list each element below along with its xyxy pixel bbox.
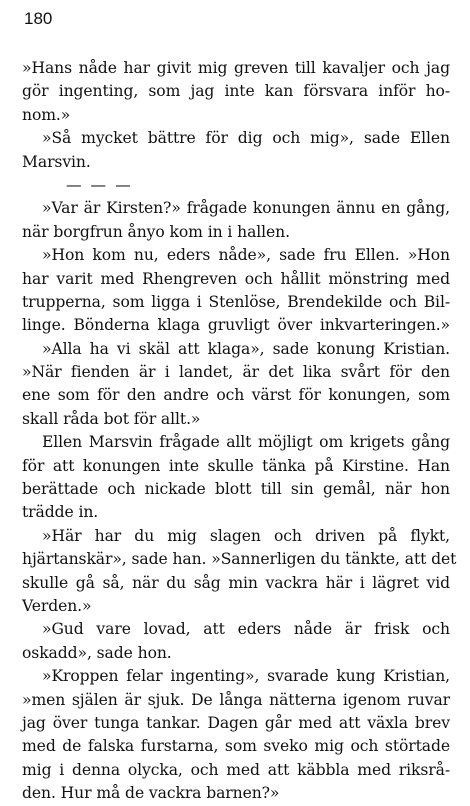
text-line: gör ingenting, som jag inte kan försvara inför ho- <box>22 82 450 101</box>
text-line: skall råda bot för allt.» <box>22 409 201 428</box>
text-line: »Så mycket bättre för dig och mig», sade Ellen <box>42 129 450 148</box>
text-line: »Alla ha vi skäl att klaga», sade konung Kristian. <box>42 339 450 358</box>
text-line: linge. Bönderna klaga gruvligt över inkvarteringen.» <box>22 316 450 335</box>
text-line: den. Hur må de vackra barnen?» <box>22 784 280 803</box>
text-line: mig i denna olycka, och med att käbbla med riksrå- <box>22 760 450 779</box>
text-line: med de falska furstarna, som sveko mig och störtade <box>22 737 450 756</box>
text-line: »Hans nåde har givit mig greven till kavaljer och jag <box>22 59 450 77</box>
text-line: ene som för den andre och värst för konungen, som <box>22 386 450 405</box>
text-line: »Var är Kirsten?» frågade konungen ännu en gång, <box>42 199 450 218</box>
text-line: trupperna, som ligga i Stenlöse, Brendekilde och Bil- <box>22 292 450 311</box>
text-line: berättade och nickade blott till sin gemål, när hon <box>22 480 450 499</box>
text-line: »Gud vare lovad, att eders nåde är frisk och <box>42 620 450 639</box>
text-line: för att konungen inte skulle tänka på Kirstine. Han <box>22 456 450 475</box>
text-line: oskadd», sade hon. <box>22 643 172 662</box>
text-line: Ellen Marsvin frågade allt möjligt om krigets gång <box>42 433 450 452</box>
text-line: »När fienden är i landet, är det lika svårt för den <box>22 363 450 382</box>
text-line: »Här har du mig slagen och driven på flykt, <box>42 526 450 545</box>
text-line: »Kroppen felar ingenting», svarade kung Kristian, <box>42 667 450 686</box>
text-line: Marsvin. <box>22 152 91 171</box>
text-line: Verden.» <box>22 596 92 615</box>
page-number: 180 <box>24 9 53 28</box>
text-line: jag över tunga tankar. Dagen går med att växla brev <box>22 713 450 732</box>
text-line: »men själen är sjuk. De långa nätterna igenom ruvar <box>22 690 450 709</box>
section-separator: — — — <box>66 175 133 194</box>
text-line: hjärtanskär», sade han. »Sannerligen du tänkte, att det <box>22 550 457 569</box>
text-line: när borgfrun ånyo kom in i hallen. <box>22 222 290 241</box>
page-text <box>22 57 457 806</box>
text-line: »Hon kom nu, eders nåde», sade fru Ellen. »Hon <box>42 246 450 265</box>
text-line: har varit med Rhengreven och hållit mönstring med <box>22 269 450 288</box>
text-line: trädde in. <box>22 503 99 522</box>
text-line: skulle gå så, när du såg min vackra här i lägret vid <box>22 573 450 592</box>
text-line: nom.» <box>22 105 71 124</box>
